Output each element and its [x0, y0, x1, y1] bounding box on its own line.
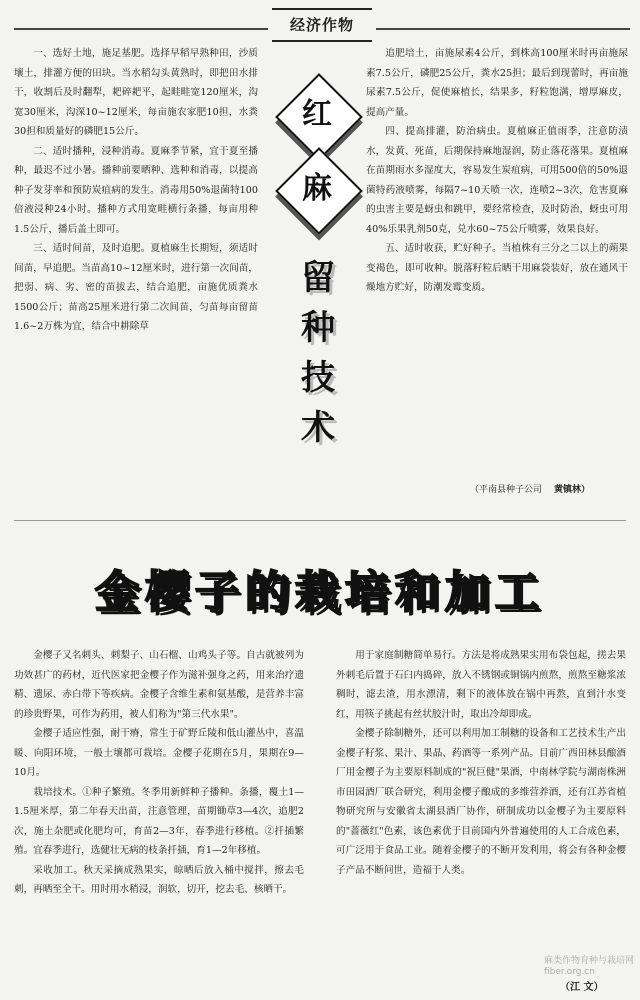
title-char: 红: [302, 97, 332, 132]
article1-column-right: [366, 44, 628, 298]
subtitle-char: 术: [301, 408, 335, 448]
article1-credit: [470, 482, 590, 495]
article2-author: （江 文）: [560, 982, 604, 993]
article-divider: [14, 520, 626, 521]
article1-paragraph: 二、适时播种，浸种消毒。夏麻季节紧，宜于夏至播种，最迟不过小暑。播种前要晒种、选种和消毒，以提高种子发芽率和预防炭疽病的发生。消毒用50%退菌特100倍液浸种24小时。播种方式用宽畦横行条播，每亩用种1.5公斤，播后盖土即可。: [14, 145, 258, 235]
article1-paragraph: 三、适时间苗，及时追肥。夏植麻生长期短，须适时间苗，早追肥。当苗高10~12厘米时，进行第一次间苗，把弱、病、劣、密的苗拔去，结合追肥，亩施优质粪水1500公斤；苗高25厘米进行第二次间苗，匀苗每亩留苗1.6~2万株为宜，结合中耕除草: [14, 243, 258, 332]
article2-paragraph: 采收加工。秋天采摘成熟果实，晾晒后放入桶中搅拌，擦去毛刺，再晒至全干。用时用水稍浸，润软，切开，挖去毛、核晒干。: [14, 864, 304, 895]
credit-name: 黄镇林）: [554, 485, 591, 495]
header-rule-right: [376, 28, 630, 30]
article2-paragraph: 金樱子又名刺头、刺梨子、山石榴、山鸡头子等。自古就被列为功效甚广的药材，近代医家把金樱子作为滋补强身之药，用来治疗遗精、遗尿、赤白带下等疾病。金樱子含维生素和氨基酸，是营养丰富的珍贵野果，可作为药用，被人们称为"第三代水果"。: [14, 650, 304, 720]
article2-title: 金樱子的栽培和加工: [95, 567, 545, 618]
article1-paragraph: 一、选好土地，施足基肥。选择早稻早熟种田，沙质壤土，排灌方便的田块。当水稻勾头黄熟时，即把田水排干，收割后及时翻犁，耙碎耙平，起畦畦宽120厘米，沟宽30厘米，沟深10~12厘米，每亩施农家肥10担，水粪30担和质量好的磷肥15公斤。: [14, 48, 258, 137]
credit-org: （平南县种子公司: [470, 485, 543, 495]
article2-paragraph: 金樱子适应性强，耐干瘠，常生于矿野丘陵和低山灌丛中，喜温暖、向阳环境，一般土壤都可栽培。金樱子花期在5月，果期在9—10月。: [14, 728, 304, 778]
article1-paragraph: 四、提高排灌，防治病虫。夏植麻正值雨季，注意防渍水，发黄、死苗，后期保持麻地湿润，防止落花落果。夏植麻在苗期雨水多湿度大，容易发生炭疽病，可用500倍的50%退菌特药液喷雾，每隔7~10天喷一次，连喷2~3次，危害夏麻的虫害主要是蚜虫和跳甲，要经常检查，及时防治，蚜虫可用40%乐果乳剂50克，兑水60~75公斤喷雾，效果良好。: [366, 126, 628, 235]
subtitle-char: 留: [301, 258, 335, 298]
header-rule-left: [14, 28, 268, 30]
subtitle-char: 种: [301, 308, 335, 348]
subtitle-char: 技: [301, 358, 335, 398]
article2-paragraph: 金樱子除制糖外，还可以利用加工制糖的设备和工艺技术生产出金樱子籽浆、果汁、果晶、药酒等一系列产品。目前广西田林县酿酒厂用金樱子为主要原料制成的"祝巨健"果酒，中南林学院与湖南株洲市田园酒厂联合研究，利用金樱子酿成的多维营养酒，还有江苏省植物研究所与安徽省太湖县酒厂协作，研制成功以金樱子为主要原料的"蔷薇红"色素，该色素优于目前国内外普遍使用的人工合成色素，可广泛用于食品工业。随着金樱子的不断开发利用，将会有各种金樱子产品不断问世，造福于人类。: [336, 728, 626, 876]
article1-paragraph: 追肥培土，亩施尿素4公斤，到株高100厘米时再亩施尿素7.5公斤，磷肥25公斤，粪水25担；最后到现蕾时，再亩施尿素7.5公斤，促使麻植长，结果多，籽粒饱满，增厚麻皮，提高产量。: [366, 48, 628, 118]
section-tag: 经济作物: [272, 8, 372, 42]
article2-paragraph: 栽培技术。①种子繁殖。冬季用新鲜种子播种。条播，覆土1—1.5厘米厚，第二年春天出苗，注意管理，苗期锄草3—4次，追肥2次，施土杂肥或化肥均可，育苗2—3年，春季进行移植。②扦插繁殖。宜春季进行，选健壮无病的枝条扦插，育1—2年移植。: [14, 786, 304, 856]
article1-paragraph: 五、适时收获，贮好种子。当植株有三分之二以上的蒴果变褐色，即可收种。脱落籽粒后晒干用麻袋装好，放在通风干燥地方贮好，防潮发霉变质。: [366, 243, 628, 293]
article2-paragraph: 用于家庭制糖简单易行。方法是将成熟果实用布袋包起，搓去果外刺毛后置于石臼内捣碎，放入不锈钢或铜锅内煎熬，煎熬至糖浆浓稠时，滤去渣，用水漂清，剩下的液体放在锅中再熬，直到汁水变红，用筷子挑起有丝状胶汁时，取出冷却即成。: [336, 650, 626, 720]
title-char: 麻: [302, 171, 332, 206]
title-diamond: [288, 86, 346, 144]
watermark: 麻类作物育种与栽培网 fiber.org.cn: [544, 956, 635, 977]
title-diamond: [288, 160, 346, 218]
article2-column-right: [336, 646, 626, 880]
article1-column-left: [14, 44, 258, 337]
article2-column-left: [14, 646, 304, 900]
